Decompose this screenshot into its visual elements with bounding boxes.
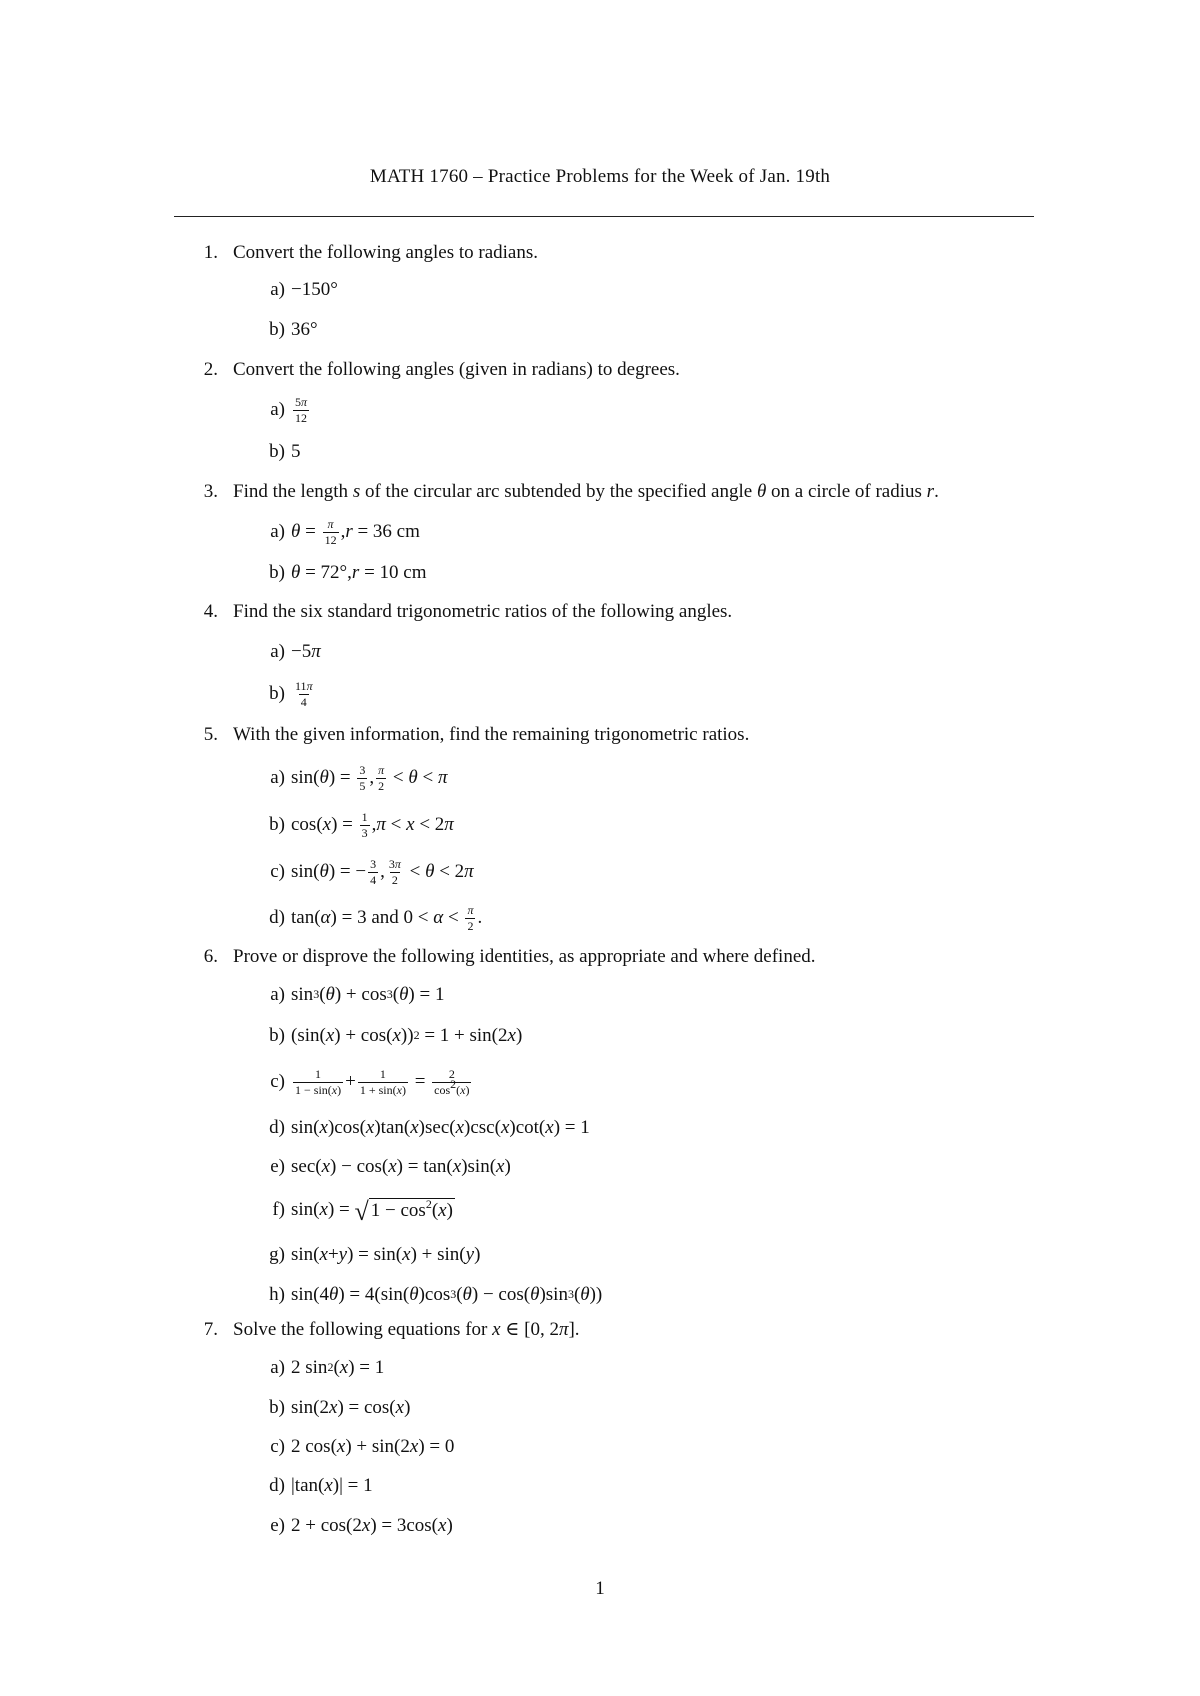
- question-text: Convert the following angles (given in radians) to degrees.: [233, 359, 680, 380]
- part-expression: sin( x )cos( x )tan( x )sec( x )csc( x )cot( x ) = 1: [291, 1117, 590, 1138]
- part-label: e): [270, 1156, 285, 1177]
- part-label: b): [269, 562, 285, 583]
- part-label: b): [269, 814, 285, 835]
- question-text: Prove or disprove the following identities, as appropriate and where defined.: [233, 946, 816, 967]
- part-expression: $\frac{1}{1 - \sin(x)}$ + $\frac{1}{1 + \sin(x)}$ = $\frac{2}{\cos^2(x)}$: [295, 1066, 470, 1097]
- question-number: 5.: [203, 724, 218, 745]
- part-expression: sec( x ) − cos( x ) = tan( x )sin( x ): [291, 1156, 511, 1177]
- part-expression: 2 cos( x ) + sin(2 x ) = 0: [291, 1436, 455, 1457]
- part-label: a): [270, 279, 285, 300]
- part-label: a): [270, 641, 285, 662]
- part-expression: sin( x ) = √ $1 - \cos^2(x)$: [291, 1196, 453, 1226]
- question-number: 2.: [203, 359, 218, 380]
- part-expression: cos( x ) = $\frac{1}{3}$ , π < x < 2 π: [291, 809, 454, 840]
- question-text: Convert the following angles to radians.: [233, 242, 538, 263]
- part-expression: sin $^3$ ( θ ) + cos $^3$ ( θ ) = 1: [291, 984, 445, 1005]
- part-label: b): [269, 1397, 285, 1418]
- part-label: a): [270, 521, 285, 542]
- part-label: g): [269, 1244, 285, 1265]
- part-label: a): [270, 984, 285, 1005]
- part-label: b): [269, 319, 285, 340]
- part-expression: (sin( x ) + cos( x )) $^2$ = 1 + sin(2 x ): [291, 1025, 523, 1046]
- question-text: Solve the following equations for x ∈ [0, 2π].: [233, 1319, 580, 1340]
- part-expression: sin(2 x ) = cos( x ): [291, 1397, 411, 1418]
- part-label: d): [269, 907, 285, 928]
- question-text: Find the length s of the circular arc subtended by the specified angle θ on a circle of radius r.: [233, 481, 939, 502]
- part-expression: −5 π: [291, 641, 321, 662]
- question-number: 4.: [203, 601, 218, 622]
- question-text: Find the six standard trigonometric ratios of the following angles.: [233, 601, 733, 622]
- part-label: b): [269, 441, 285, 462]
- question-number: 6.: [203, 946, 218, 967]
- part-label: d): [269, 1475, 285, 1496]
- part-expression: sin(4 θ ) = 4(sin( θ )cos $^3$ ( θ ) − cos( θ )sin $^3$ ( θ )): [291, 1284, 603, 1305]
- part-label: e): [270, 1515, 285, 1536]
- part-label: c): [270, 1436, 285, 1457]
- part-expression: θ = 72°, r = 10 cm: [291, 562, 427, 583]
- part-label: b): [269, 1025, 285, 1046]
- part-label: a): [270, 1357, 285, 1378]
- part-expression: 36°: [291, 319, 318, 340]
- part-expression: $\frac{5\pi}{12}$: [295, 394, 308, 425]
- question-number: 3.: [203, 481, 218, 502]
- part-expression: 5: [291, 441, 301, 462]
- part-label: f): [272, 1199, 285, 1220]
- part-expression: $\frac{11\pi}{4}$: [295, 678, 313, 709]
- part-label: a): [270, 399, 285, 420]
- part-expression: sin( θ ) = − $\frac{3}{4}$ , $\frac{3\pi}{2}$ < θ < 2 π: [291, 856, 474, 887]
- part-expression: 2 + cos(2 x ) = 3cos( x ): [291, 1515, 453, 1536]
- part-label: c): [270, 1071, 285, 1092]
- part-expression: 2 sin $^2$ ( x ) = 1: [291, 1357, 385, 1378]
- part-label: c): [270, 861, 285, 882]
- question-number: 7.: [203, 1319, 218, 1340]
- part-label: a): [270, 767, 285, 788]
- part-label: b): [269, 683, 285, 704]
- question-text: With the given information, find the remaining trigonometric ratios.: [233, 724, 750, 745]
- question-number: 1.: [203, 242, 218, 263]
- part-expression: sin( θ ) = $\frac{3}{5}$ , $\frac{\pi}{2}$ < θ < π: [291, 762, 448, 793]
- page-number: 1: [595, 1578, 605, 1599]
- part-expression: −150°: [291, 279, 338, 300]
- part-expression: sin( x + y ) = sin( x ) + sin( y ): [291, 1244, 481, 1265]
- part-expression: |tan( x )| = 1: [291, 1475, 373, 1496]
- part-label: d): [269, 1117, 285, 1138]
- page-title: MATH 1760 – Practice Problems for the Week of Jan. 19th: [369, 166, 831, 187]
- part-expression: θ = $\frac{\pi}{12}$ , r = 36 cm: [291, 516, 420, 547]
- title-rule: [174, 216, 1034, 217]
- part-label: h): [269, 1284, 285, 1305]
- part-expression: tan( α ) = 3 and 0 < α < $\frac{\pi}{2}$ .: [291, 902, 483, 933]
